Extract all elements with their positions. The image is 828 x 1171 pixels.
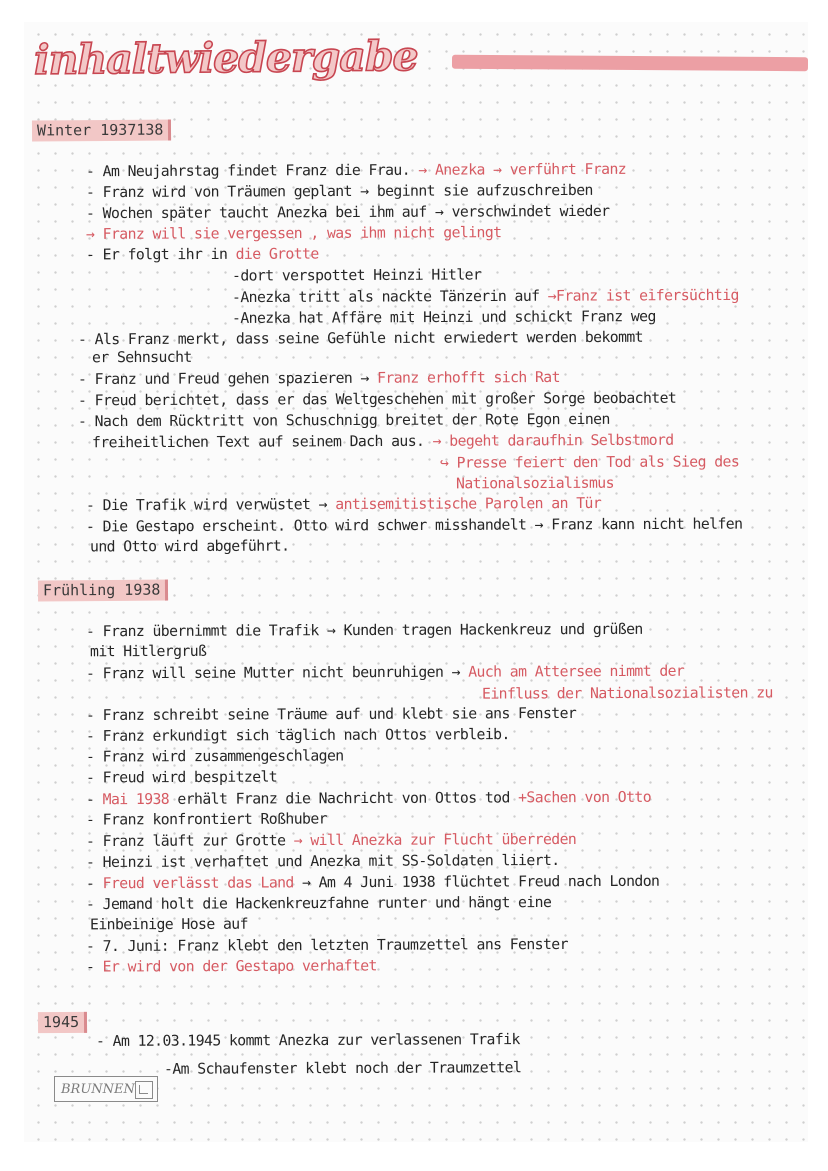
section-label-winter: Winter 1937138	[32, 120, 172, 142]
note-line	[86, 495, 601, 514]
highlight-text: die Grotte	[235, 245, 319, 263]
note-line	[90, 916, 248, 934]
note-line	[86, 769, 277, 787]
note-line	[86, 663, 684, 683]
highlight-text: →Franz ist eifersüchtig	[547, 286, 739, 305]
note-line	[78, 411, 610, 430]
highlight-text: → begeht daraufhin Selbstmord	[432, 431, 674, 450]
note-text: - Als Franz merkt, dass seine Gefühle nicht erwiedert werden bekommt	[77, 328, 644, 349]
note-line	[164, 1059, 521, 1078]
note-text: Einbeinige Hose auf	[89, 915, 248, 934]
note-text: erhält Franz die Nachricht von Ottos tod	[169, 789, 519, 808]
brand-label: BRUNNEN	[61, 1082, 135, 1097]
note-line	[86, 894, 551, 913]
notebook-page	[24, 22, 808, 1142]
note-line	[86, 747, 344, 765]
note-line	[78, 329, 643, 348]
brand-stamp	[54, 1076, 158, 1102]
note-line	[86, 516, 742, 536]
note-line	[86, 831, 576, 850]
note-text: - Die Trafik wird verwüstet →	[85, 496, 336, 515]
note-line	[86, 852, 560, 871]
note-text: - Am Neujahrstag findet Franz die Frau.	[85, 161, 411, 181]
note-text: - Am 12.03.1945 kommt Anezka zur verlassenen Trafik	[95, 1031, 520, 1050]
highlight-text: Freud verlässt das Land	[102, 874, 294, 893]
note-text: - Heinzi ist verhaftet und Anezka mit SS-Soldaten liiert.	[85, 851, 560, 872]
note-line	[86, 957, 377, 975]
note-line	[92, 349, 192, 366]
note-text: -Anezka tritt als nackte Tänzerin auf	[231, 287, 548, 307]
note-line	[86, 182, 593, 201]
note-text: -Am Schaufenster klebt noch der Traumzettel	[163, 1059, 522, 1078]
note-text: - Franz erkundigt sich täglich nach Ottos verbleib.	[85, 726, 510, 745]
note-line	[86, 621, 643, 640]
note-text: - Franz läuft zur Grotte	[85, 832, 294, 851]
note-line	[456, 475, 614, 493]
note-text: - Franz wird zusammengeschlagen	[85, 747, 344, 766]
note-text: - Nach dem Rücktritt von Schuschnigg breitet der Rote Egon einen	[77, 410, 610, 431]
note-text: - Er folgt ihr in	[85, 245, 236, 264]
highlight-text: antisemitistische Parolen an Tür	[335, 494, 602, 514]
note-text: - Franz übernimmt die Trafik → Kunden tragen Hackenkreuz und grüßen	[85, 620, 643, 641]
note-text: und Otto wird abgeführt.	[89, 537, 290, 556]
note-text: mit Hitlergruß	[89, 642, 207, 661]
note-line	[78, 390, 676, 410]
note-line	[90, 538, 289, 556]
highlight-text: ↪ Presse feiert den Tod als Sieg des	[439, 453, 740, 472]
highlight-text: Einfluss der Nationalsozialisten zu	[481, 684, 773, 703]
note-line	[96, 1031, 520, 1050]
note-text: er Sehnsucht	[91, 348, 192, 367]
highlight-text: Franz erhofft sich Rat	[377, 368, 560, 387]
notes-body	[24, 22, 808, 1142]
note-text: → Am 4 Juni 1938 flüchtet Freud nach London	[293, 872, 660, 892]
note-line	[86, 203, 610, 222]
note-text: - Jemand holt die Hackenkreuzfahne runter und hängt eine	[85, 893, 552, 914]
note-line	[86, 705, 576, 724]
highlight-text: Auch am Attersee nimmt der	[468, 662, 685, 681]
note-line	[86, 161, 626, 180]
note-line	[232, 308, 656, 327]
note-line	[232, 287, 739, 306]
note-text: - Franz wird von Träumen geplant → beginnt sie aufzuschreiben	[85, 181, 593, 202]
note-text: - Freud wird bespitzelt	[85, 768, 278, 787]
note-text: - Die Gestapo erscheint. Otto wird schwer misshandelt → Franz kann nicht helfen	[85, 515, 743, 536]
note-line	[86, 789, 651, 808]
note-line	[86, 224, 502, 243]
section-label-1945: 1945	[38, 1012, 87, 1033]
note-text: - Franz schreibt seine Träume auf und klebt sie ans Fenster	[85, 704, 577, 725]
note-line	[92, 432, 674, 452]
note-text: - Franz konfrontiert Roßhuber	[85, 810, 327, 829]
note-line	[86, 245, 319, 263]
note-text: -	[85, 875, 103, 893]
highlight-text: Mai 1938	[102, 790, 170, 809]
highlight-text: Nationalsozialismus	[455, 474, 614, 493]
note-text: - 7. Juni: Franz klebt den letzten Traumzettel ans Fenster	[85, 935, 568, 956]
note-text: -	[85, 958, 103, 976]
note-text: - Freud berichtet, dass er das Weltgeschehen mit großer Sorge beobachtet	[77, 389, 677, 410]
note-line	[90, 643, 206, 661]
highlight-text: Er wird von der Gestapo verhaftet	[102, 957, 377, 976]
note-line	[440, 453, 739, 471]
note-line	[78, 369, 560, 388]
note-line	[482, 684, 773, 702]
note-text: -dort verspottet Heinzi Hitler	[231, 266, 482, 285]
note-text: - Franz und Freud gehen spazieren →	[77, 369, 378, 389]
note-text: - Franz will seine Mutter nicht beunruhigen →	[85, 663, 469, 683]
note-text: -	[85, 791, 103, 809]
highlight-text: +Sachen von Otto	[518, 788, 652, 807]
highlight-text: → Anezka → verführt Franz	[409, 160, 627, 179]
section-label-fruehling: Frühling 1938	[38, 580, 169, 602]
highlight-text: → Franz will sie vergessen , was ihm nicht gelingt	[85, 224, 502, 243]
brand-logo-icon	[135, 1081, 153, 1099]
note-line	[86, 726, 510, 745]
note-text: - Wochen später taucht Anezka bei ihm auf → verschwindet wieder	[85, 202, 610, 223]
note-text: freiheitlichen Text auf seinem Dach aus.	[91, 432, 433, 452]
note-line	[86, 873, 659, 893]
note-line	[86, 810, 327, 828]
highlight-text: → will Anezka zur Flucht überreden	[293, 830, 577, 850]
note-line	[86, 936, 568, 955]
note-text: -Anezka hat Affäre mit Heinzi und schickt Franz weg	[231, 308, 656, 327]
page-title: inhaltwiedergabe	[33, 31, 418, 85]
note-line	[232, 266, 481, 284]
